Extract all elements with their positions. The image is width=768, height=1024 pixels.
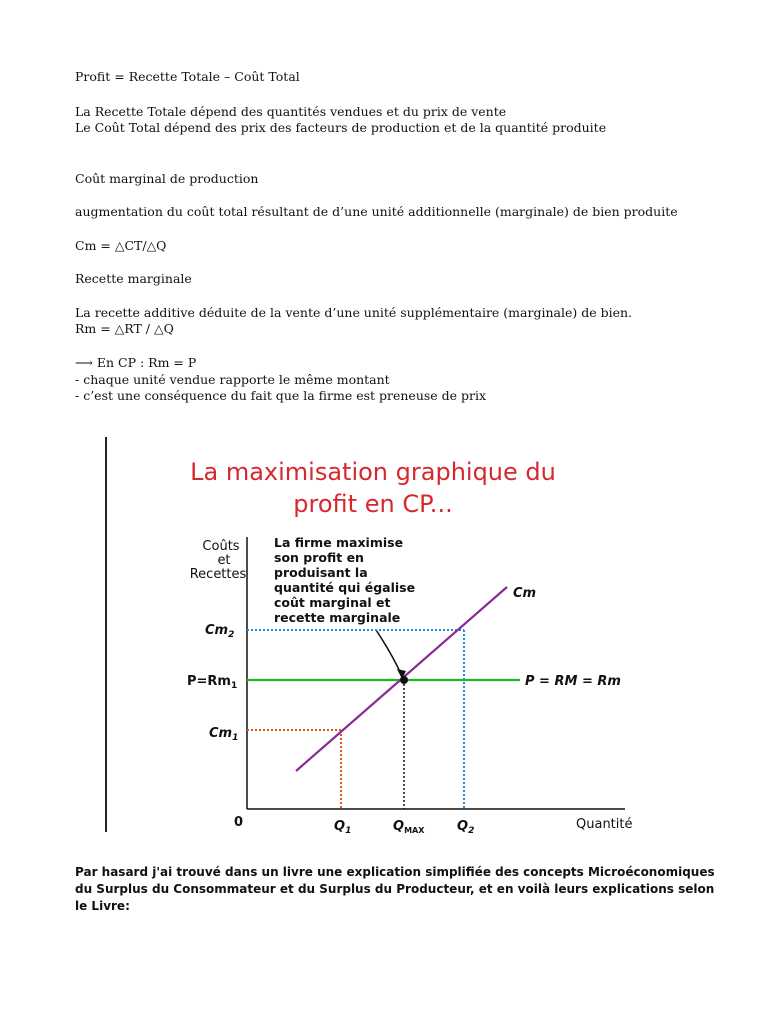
annotation-line-2: son profit en	[274, 550, 364, 565]
annotation-line-5: coût marginal et	[274, 595, 391, 610]
annotation-line-4: quantité qui égalise	[274, 580, 416, 595]
origin-label: 0	[234, 815, 244, 830]
annotation-line-3: produisant la	[274, 565, 368, 580]
text-line-recette-marginale-def: La recette additive déduite de la vente d’une unité supplémentaire (marginale) de bien.	[75, 305, 632, 320]
text-heading-recette-marginale: Recette marginale	[75, 271, 192, 286]
price-line-label: P = RM = Rm	[525, 674, 621, 689]
text-line-cout-total: Le Coût Total dépend des prix des facteurs de production et de la quantité produite	[75, 120, 607, 135]
annotation-line-6: recette marginale	[274, 610, 401, 625]
p-rm1-label: $P=Rm_1$	[187, 674, 238, 691]
text-line-en-cp: ⟶ En CP : Rm = P	[75, 355, 197, 370]
annotation-arrow-line	[376, 630, 402, 676]
annotation-line-1: La firme maximise	[274, 535, 404, 550]
y-axis-label-et: et	[217, 553, 231, 568]
text-formula-cm: Cm = △CT/△Q	[75, 238, 167, 253]
figure-title-line-1: La maximisation graphique du	[190, 458, 556, 486]
text-bullet-meme-montant: - chaque unité vendue rapporte le même montant	[75, 372, 390, 387]
bottom-paragraph: Par hasard j'ai trouvé dans un livre une explication simplifiée des concepts Microéconomiques du Surplus du Consommateur et du Surplus du Producteur, et en voilà leurs explications selon le Livre:	[75, 865, 715, 913]
y-axis-label-couts: Coûts	[202, 539, 240, 554]
figure-svg	[100, 432, 680, 842]
text-formula-rm: Rm = △RT / △Q	[75, 321, 174, 336]
q1-label: $Q_1$	[334, 819, 352, 836]
q2-label: $Q_2$	[457, 819, 475, 836]
text-bullet-preneuse-de-prix: - c’est une conséquence du fait que la firme est preneuse de prix	[75, 388, 487, 403]
text-line-cout-marginal-def: augmentation du coût total résultant de d’une unité additionnelle (marginale) de bien produite	[75, 204, 678, 219]
cm2-label: $Cm_2$	[205, 623, 235, 640]
y-axis-label-recettes: Recettes	[189, 567, 247, 582]
text-line-recette-totale: La Recette Totale dépend des quantités vendues et du prix de vente	[75, 104, 507, 119]
figure-title-line-2: profit en CP...	[293, 490, 453, 518]
equilibrium-point	[400, 676, 408, 684]
text-line-profit: Profit = Recette Totale – Coût Total	[75, 69, 300, 84]
cm-curve-label: Cm	[513, 586, 537, 601]
cm1-label: $Cm_1$	[209, 726, 239, 743]
text-heading-cout-marginal: Coût marginal de production	[75, 171, 259, 186]
qmax-label: $Q_{MAX}$	[393, 819, 425, 835]
x-axis-label: Quantité	[576, 817, 633, 832]
profit-maximization-figure	[100, 432, 680, 842]
